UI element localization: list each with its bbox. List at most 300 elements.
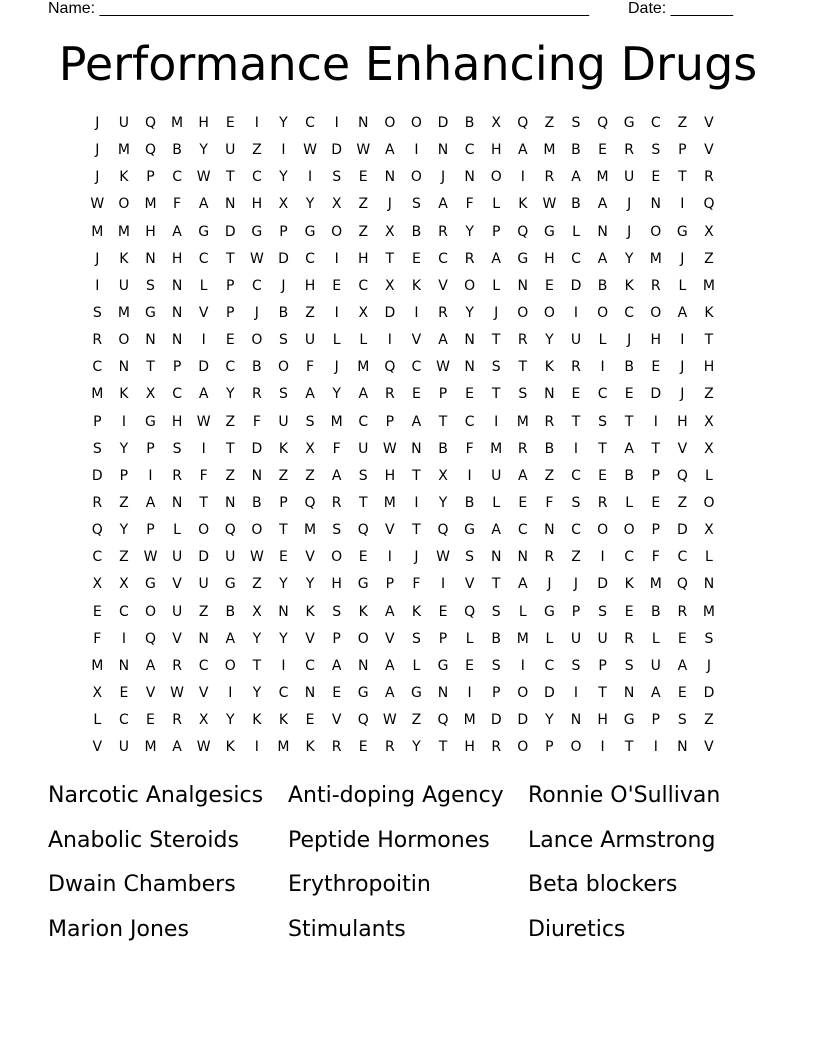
grid-cell: K (411, 277, 422, 294)
grid-cell: W (196, 169, 211, 186)
grid-cell: S (92, 304, 102, 321)
grid-cell: A (225, 630, 236, 647)
grid-cell: S (92, 440, 102, 457)
grid-cell: I (201, 332, 206, 349)
grid-cell: E (518, 494, 528, 511)
date-field-label: Date: _______ (628, 0, 733, 17)
grid-cell: F (332, 440, 341, 457)
grid-cell: J (680, 359, 685, 376)
grid-cell: P (385, 413, 395, 430)
grid-cell: K (119, 250, 129, 267)
grid-cell: A (597, 196, 608, 213)
grid-cell: I (573, 440, 579, 457)
grid-cell: R (571, 359, 581, 376)
grid-cell: Z (358, 223, 369, 240)
grid-cell: I (653, 739, 658, 756)
grid-cell: P (226, 277, 235, 294)
grid-cell: R (491, 739, 502, 756)
grid-cell: P (491, 684, 501, 701)
grid-cell: T (624, 413, 634, 430)
grid-cell: E (651, 169, 661, 186)
grid-cell: S (491, 603, 501, 620)
grid-cell: O (198, 522, 210, 539)
grid-cell: E (225, 332, 235, 349)
grid-cell: A (172, 223, 182, 240)
grid-cell: R (597, 494, 608, 511)
grid-cell: M (144, 739, 157, 756)
grid-cell: V (704, 142, 714, 159)
grid-cell: U (118, 739, 130, 756)
grid-cell: O (597, 304, 609, 321)
grid-cell: Y (119, 522, 129, 539)
grid-cell: Z (198, 603, 209, 620)
grid-cell: G (357, 684, 369, 701)
grid-cell: S (465, 549, 475, 566)
grid-cell: S (598, 603, 608, 620)
grid-cell: Y (465, 304, 474, 321)
grid-cell: A (491, 250, 501, 267)
grid-cell: Z (119, 549, 129, 566)
grid-cell: W (382, 712, 397, 729)
grid-cell: W (143, 549, 158, 566)
grid-cell: T (491, 332, 501, 349)
grid-cell: M (91, 657, 104, 674)
grid-cell: T (518, 359, 528, 376)
grid-cell: H (544, 250, 555, 267)
grid-cell: N (171, 277, 183, 294)
grid-cell: A (172, 739, 182, 756)
grid-cell: A (145, 657, 156, 674)
grid-cell: Z (252, 142, 262, 159)
grid-cell: O (543, 304, 555, 321)
grid-cell: I (600, 739, 605, 756)
grid-cell: K (278, 712, 289, 729)
grid-cell: O (251, 332, 263, 349)
grid-cell: A (385, 603, 395, 620)
grid-cell: I (520, 169, 525, 186)
grid-cell: J (334, 359, 339, 376)
grid-cell: S (491, 359, 501, 376)
grid-cell: B (225, 603, 236, 620)
grid-cell: R (624, 142, 635, 159)
grid-cell: E (119, 684, 129, 701)
grid-cell: T (225, 169, 235, 186)
grid-cell: S (146, 277, 155, 294)
grid-cell: P (651, 712, 660, 729)
grid-cell: Y (279, 115, 288, 131)
grid-cell: L (492, 494, 501, 511)
grid-cell: E (358, 549, 368, 566)
grid-cell: R (251, 386, 262, 403)
word-list-item: Anti-doping Agency (288, 783, 504, 808)
grid-cell: I (494, 413, 499, 430)
grid-cell: F (199, 467, 208, 484)
grid-cell: F (306, 359, 315, 376)
header (48, 0, 748, 20)
grid-cell: N (490, 549, 502, 566)
grid-cell: U (570, 630, 582, 647)
grid-cell: O (517, 304, 529, 321)
grid-cell: X (145, 386, 156, 403)
grid-cell: O (517, 739, 529, 756)
grid-cell: L (173, 522, 181, 539)
grid-cell: J (627, 332, 632, 349)
grid-cell: I (228, 684, 233, 701)
grid-cell: O (144, 603, 156, 620)
grid-cell: Q (597, 115, 609, 131)
grid-cell: V (305, 549, 315, 566)
grid-cell: H (171, 250, 183, 267)
grid-cell: R (544, 413, 555, 430)
grid-cell: E (624, 386, 634, 403)
grid-cell: X (305, 440, 315, 457)
grid-cell: S (571, 494, 581, 511)
grid-cell: E (465, 657, 475, 674)
grid-cell: P (651, 467, 660, 484)
grid-cell: I (281, 142, 286, 159)
grid-cell: S (518, 386, 528, 403)
grid-cell: L (93, 712, 102, 729)
grid-cell: H (145, 223, 156, 240)
grid-cell: N (145, 250, 156, 267)
grid-cell: C (650, 115, 661, 131)
grid-cell: U (198, 576, 209, 593)
grid-cell: U (650, 657, 661, 674)
grid-cell: C (571, 250, 581, 267)
grid-cell: I (201, 440, 206, 457)
grid-cell: O (570, 739, 582, 756)
grid-cell: A (385, 657, 395, 674)
grid-cell: U (304, 332, 316, 349)
grid-cell: I (387, 549, 392, 566)
grid-cell: F (252, 413, 261, 430)
grid-cell: B (411, 223, 422, 240)
grid-cell: E (677, 630, 687, 647)
grid-cell: A (571, 169, 581, 186)
grid-cell: Y (624, 250, 634, 267)
grid-cell: S (411, 630, 421, 647)
grid-cell: E (544, 277, 554, 294)
grid-cell: J (547, 576, 552, 593)
grid-cell: S (651, 142, 661, 159)
grid-cell: I (334, 250, 339, 267)
grid-cell: O (118, 332, 130, 349)
grid-cell: O (118, 196, 130, 213)
word-list-item: Stimulants (288, 916, 406, 942)
grid-cell: Q (304, 494, 316, 511)
grid-cell: N (517, 277, 529, 294)
grid-cell: I (334, 115, 339, 131)
grid-cell: J (387, 196, 392, 213)
grid-cell: R (172, 712, 182, 729)
grid-cell: X (704, 223, 714, 240)
letter-grid (84, 110, 722, 761)
grid-cell: M (702, 277, 715, 294)
grid-cell: Z (704, 386, 714, 403)
grid-cell: X (252, 603, 262, 620)
grid-cell: R (517, 440, 528, 457)
grid-cell: L (705, 467, 713, 484)
grid-cell: C (305, 250, 315, 267)
grid-cell: T (412, 467, 421, 484)
grid-cell: A (385, 684, 395, 701)
grid-cell: V (172, 576, 182, 593)
grid-cell: Q (517, 115, 529, 131)
grid-cell: G (198, 223, 210, 240)
grid-cell: P (279, 494, 288, 511)
word-list-item: Erythropoitin (288, 872, 431, 897)
grid-cell: L (332, 332, 341, 349)
grid-cell: K (624, 277, 634, 294)
grid-cell: J (95, 142, 100, 159)
grid-cell: I (467, 684, 472, 701)
grid-cell: U (358, 440, 369, 457)
grid-cell: Z (225, 467, 236, 484)
grid-cell: I (334, 304, 339, 321)
grid-cell: Y (252, 684, 262, 701)
grid-cell: H (703, 359, 715, 376)
grid-cell: J (680, 250, 685, 267)
grid-cell: L (572, 223, 580, 240)
grid-cell: G (437, 657, 449, 674)
grid-cell: S (598, 413, 608, 430)
grid-cell: R (677, 603, 688, 620)
grid-cell: W (170, 684, 184, 701)
grid-cell: K (252, 712, 262, 729)
grid-cell: D (198, 359, 210, 376)
grid-cell: V (198, 304, 209, 321)
grid-cell: A (198, 196, 209, 213)
grid-cell: I (387, 332, 392, 349)
grid-cell: G (676, 223, 688, 240)
grid-cell: L (518, 603, 527, 620)
grid-cell: A (411, 413, 422, 430)
grid-cell: R (544, 169, 555, 186)
grid-cell: N (544, 522, 555, 539)
grid-cell: P (651, 522, 660, 539)
grid-cell: T (678, 169, 687, 186)
grid-cell: N (570, 712, 582, 729)
grid-cell: M (304, 522, 317, 539)
grid-cell: O (703, 494, 715, 511)
grid-cell: B (278, 304, 289, 321)
grid-cell: C (358, 413, 369, 430)
grid-cell: R (331, 739, 342, 756)
grid-cell: Y (545, 712, 554, 729)
grid-cell: N (198, 630, 209, 647)
grid-cell: A (438, 196, 448, 213)
grid-cell: L (651, 630, 660, 647)
grid-cell: Z (704, 250, 714, 267)
grid-cell: M (91, 223, 104, 240)
grid-cell: N (437, 684, 449, 701)
grid-cell: S (411, 196, 421, 213)
grid-cell: G (623, 712, 635, 729)
grid-cell: L (359, 332, 368, 349)
grid-cell: T (146, 359, 155, 376)
grid-cell: B (624, 467, 634, 484)
grid-cell: Q (437, 712, 449, 729)
grid-cell: E (146, 712, 155, 729)
grid-cell: R (624, 630, 635, 647)
grid-cell: E (358, 169, 368, 186)
grid-cell: M (702, 603, 715, 620)
grid-cell: E (651, 359, 661, 376)
grid-cell: X (704, 522, 714, 539)
grid-cell: W (542, 196, 557, 213)
grid-cell: G (357, 576, 369, 593)
grid-cell: J (254, 304, 259, 321)
grid-cell: C (464, 413, 475, 430)
grid-cell: L (412, 657, 421, 674)
grid-cell: Y (545, 332, 554, 349)
grid-cell: N (278, 603, 289, 620)
grid-cell: X (92, 684, 103, 701)
grid-cell: C (172, 169, 182, 186)
grid-cell: V (411, 332, 422, 349)
grid-cell: U (171, 603, 183, 620)
grid-cell: E (279, 549, 288, 566)
grid-cell: H (384, 467, 396, 484)
grid-cell: A (597, 250, 608, 267)
grid-cell: M (516, 413, 529, 430)
grid-cell: Z (305, 304, 315, 321)
grid-cell: Y (438, 494, 448, 511)
grid-cell: Z (677, 115, 688, 131)
grid-cell: Y (279, 576, 288, 593)
word-list-item: Narcotic Analgesics (48, 783, 264, 808)
grid-cell: D (597, 576, 608, 593)
grid-cell: G (304, 223, 316, 240)
grid-cell: H (331, 576, 342, 593)
grid-cell: F (465, 440, 474, 457)
grid-cell: Y (279, 169, 288, 186)
grid-cell: V (331, 712, 342, 729)
grid-cell: V (385, 630, 395, 647)
grid-cell: Q (224, 522, 236, 539)
grid-cell: O (490, 169, 502, 186)
grid-cell: J (573, 576, 579, 593)
grid-cell: H (597, 712, 608, 729)
grid-cell: P (93, 413, 102, 430)
grid-cell: X (438, 467, 448, 484)
grid-cell: P (146, 169, 155, 186)
grid-cell: T (279, 522, 288, 539)
grid-cell: G (543, 223, 555, 240)
grid-cell: D (517, 712, 529, 729)
grid-cell: I (573, 684, 579, 701)
grid-cell: C (624, 549, 635, 566)
grid-cell: D (544, 684, 555, 701)
grid-cell: D (676, 522, 688, 539)
grid-cell: N (411, 440, 422, 457)
grid-cell: A (518, 467, 528, 484)
grid-cell: Z (119, 494, 129, 511)
grid-cell: Y (225, 386, 235, 403)
grid-cell: I (573, 304, 579, 321)
grid-cell: P (119, 467, 129, 484)
grid-cell: B (172, 142, 182, 159)
grid-cell: K (305, 603, 315, 620)
grid-cell: U (118, 115, 130, 131)
grid-cell: P (146, 522, 155, 539)
grid-cell: U (225, 142, 236, 159)
grid-cell: I (307, 169, 313, 186)
grid-cell: L (199, 277, 208, 294)
grid-cell: X (491, 115, 501, 131)
grid-cell: S (305, 413, 315, 430)
grid-cell: A (331, 467, 342, 484)
grid-cell: D (251, 440, 263, 457)
grid-cell: C (358, 277, 369, 294)
grid-cell: I (281, 657, 286, 674)
grid-cell: L (492, 277, 501, 294)
grid-cell: M (330, 413, 343, 430)
grid-cell: P (385, 576, 395, 593)
grid-cell: M (277, 739, 290, 756)
grid-cell: S (624, 657, 634, 674)
grid-cell: L (625, 494, 634, 511)
grid-cell: W (382, 440, 397, 457)
grid-cell: A (438, 332, 448, 349)
grid-cell: Q (437, 522, 449, 539)
grid-cell: T (438, 413, 448, 430)
grid-cell: W (196, 739, 211, 756)
grid-cell: V (464, 576, 475, 593)
grid-cell: J (414, 549, 419, 566)
grid-cell: V (385, 522, 395, 539)
grid-cell: I (121, 413, 126, 430)
grid-cell: E (438, 603, 448, 620)
grid-cell: W (90, 196, 105, 213)
grid-cell: X (278, 196, 289, 213)
grid-cell: G (251, 223, 263, 240)
grid-cell: R (438, 304, 448, 321)
grid-cell: I (95, 277, 100, 294)
grid-cell: P (226, 304, 235, 321)
grid-cell: R (544, 549, 555, 566)
grid-cell: K (624, 576, 634, 593)
grid-cell: R (464, 250, 475, 267)
grid-cell: N (251, 467, 263, 484)
grid-cell: A (518, 576, 528, 593)
grid-cell: D (331, 142, 343, 159)
grid-cell: O (384, 115, 396, 131)
grid-cell: K (305, 739, 315, 756)
grid-cell: N (357, 115, 369, 131)
grid-cell: L (705, 549, 713, 566)
grid-cell: Y (465, 223, 474, 240)
grid-cell: X (331, 196, 342, 213)
grid-cell: H (171, 413, 183, 430)
grid-cell: Y (119, 440, 129, 457)
grid-cell: T (225, 440, 235, 457)
grid-cell: G (145, 413, 156, 430)
grid-cell: C (305, 115, 315, 131)
grid-cell: D (437, 115, 449, 131)
grid-cell: C (251, 169, 262, 186)
grid-cell: R (331, 494, 342, 511)
grid-cell: W (436, 359, 450, 376)
grid-cell: H (490, 142, 502, 159)
grid-cell: T (624, 739, 634, 756)
grid-cell: J (440, 169, 446, 186)
grid-cell: W (303, 142, 317, 159)
grid-cell: O (251, 522, 263, 539)
grid-cell: B (464, 494, 475, 511)
grid-cell: A (305, 386, 315, 403)
grid-cell: J (494, 304, 499, 321)
